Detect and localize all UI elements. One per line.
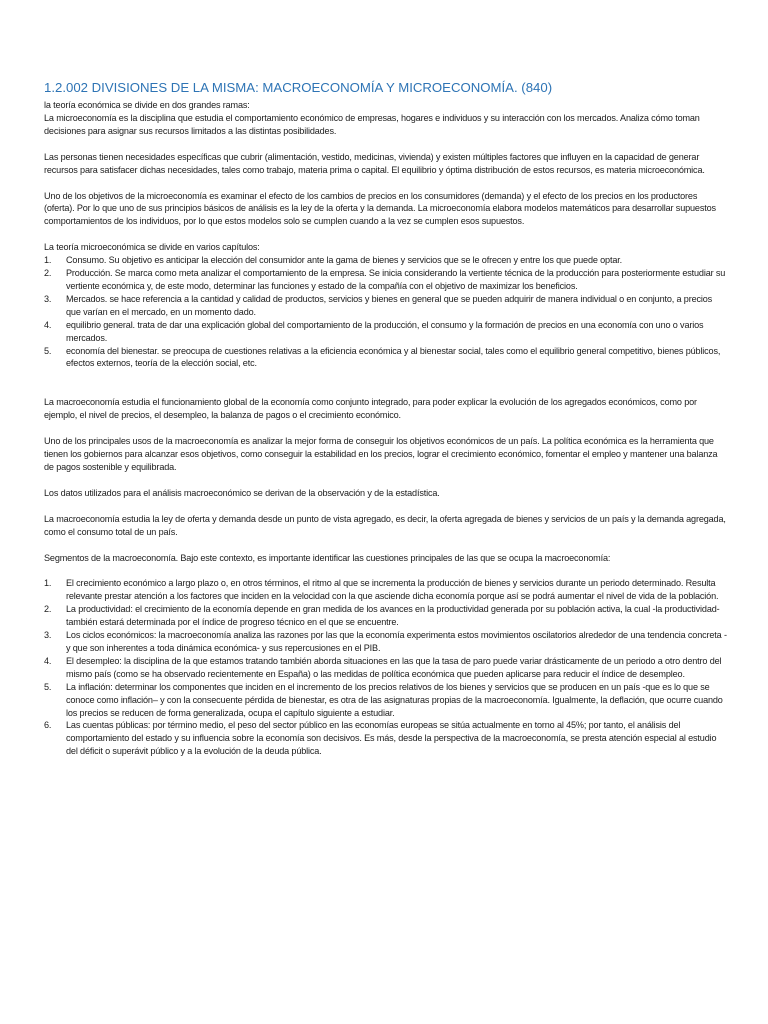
- list-item: [44, 345, 728, 371]
- list-item: [44, 254, 728, 267]
- list-item-text: Producción. Se marca como meta analizar el comportamiento de la empresa. Se inicia considerando la vertiente técnica de la producción para posteriormente estudiar su vertiente económica y, de este modo, determinar las funciones y estado de la compañía con el objetivo de maximizar los beneficios.: [66, 268, 726, 291]
- list-item: [44, 577, 728, 603]
- list-item-text: La inflación: determinar los componentes que inciden en el incremento de los precios relativos de los bienes y servicios que se producen en un país -que es lo que se conoce como inflación– y con la consecuente pérdida de bienestar, es otra de las asignaturas propias de la macroeconomía. Igualmente, la deflación, que ocurre cuando los precios se reducen de forma generalizada, ocupa el capítulo siguiente a estudiar.: [66, 681, 723, 718]
- list-item: [44, 267, 728, 293]
- paragraph-macro-definition: La macroeconomía estudia el funcionamiento global de la economía como conjunto integrado, para poder explicar la evolución de los agregados económicos, como por ejemplo, el nivel de precios, el desempleo, la balanza de pagos o el crecimiento económico.: [44, 397, 697, 421]
- list-item-text: La productividad: el crecimiento de la economía depende en gran medida de los avances en la productividad generada por su población activa, la cual -la productividad- también estará determinada por el índice de progreso técnico en el que se encuentre.: [66, 604, 720, 628]
- list-item: [44, 681, 728, 720]
- paragraph-macro-uses: Uno de los principales usos de la macroeconomía es analizar la mejor forma de conseguir los objetivos económicos de un país. La política económica es la herramienta que tienen los gobiernos para alcanzar esos objetivos, como conseguir la estabilidad en los precios, lograr el crecimiento económico, fomentar el empleo y mantener una balanza de pagos sostenible y equilibrada.: [44, 436, 718, 472]
- paragraph-needs: Las personas tienen necesidades específicas que cubrir (alimentación, vestido, medicinas, vivienda) y existen múltiples factores que influyen en la capacidad de generar recursos para satisfacer dichas necesidades, tales como trabajo, materia prima o capital. El equilibrio y óptima distribución de estos recursos, es materia microeconómica.: [44, 151, 705, 175]
- paragraph-macro-supply-demand: La macroeconomía estudia la ley de oferta y demanda desde un punto de vista agregado, es decir, la oferta agregada de bienes y servicios de un país y la demanda agregada, como el consumo total de un país.: [44, 513, 726, 537]
- paragraph-macro-data: Los datos utilizados para el análisis macroeconómico se derivan de la observación y de la estadística.: [44, 487, 440, 498]
- paragraph-macro-segments: Segmentos de la macroeconomía. Bajo este contexto, es importante identificar las cuestiones principales de las que se ocupa la macroeconomía:: [44, 552, 611, 563]
- document-title: 1.2.002 DIVISIONES DE LA MISMA: MACROECONOMÍA Y MICROECONOMÍA. (840): [44, 80, 553, 95]
- list-item-text: Consumo. Su objetivo es anticipar la elección del consumidor ante la gama de bienes y servicios que se le ofrecen y entre los que puede optar.: [66, 255, 622, 266]
- list-number: 4.: [44, 319, 52, 330]
- list-number: 5.: [44, 681, 52, 692]
- list-item: [44, 293, 728, 319]
- list-item-text: Mercados. se hace referencia a la cantidad y calidad de productos, servicios y bienes en general que se pueden adquirir de manera individual o en conjunto, a precios que varían en el mercado, en un momento dado.: [66, 293, 713, 317]
- macro-segments-list: [44, 577, 728, 758]
- list-item-text: El crecimiento económico a largo plazo o, en otros términos, el ritmo al que se incrementa la producción de bienes y servicios durante un periodo determinado. Resulta relevante prestar atención a los factores que inciden en la velocidad con la que asciende dicha economía porque así se podrá aumentar el nivel de vida de la población.: [66, 578, 719, 602]
- list-item: [44, 655, 728, 681]
- list-item: [44, 319, 728, 345]
- microeconomy-definition: La microeconomía es la disciplina que estudia el comportamiento económico de empresas, hogares e individuos y su interacción con los mercados. Analiza cómo toman decisiones para asignar sus recursos limitados a las distintas posibilidades.: [44, 112, 700, 136]
- paragraph-micro-objectives: Uno de los objetivos de la microeconomía es examinar el efecto de los cambios de precios en los consumidores (demanda) y el efecto de los precios en los productores (oferta). Por lo que uno de sus principios básicos de análisis es la ley de la oferta y la demanda. La microeconomía elabora modelos matemáticos para desarrollar supuestos comportamientos de los individuos, por lo que estos modelos solo se cumplen cuando a la vez se cumplen esos supuestos.: [44, 190, 716, 227]
- micro-chapters-list: [44, 254, 728, 370]
- list-number: 2.: [44, 604, 52, 615]
- list-item: [44, 603, 728, 629]
- list-item-text: Los ciclos económicos: la macroeconomía analiza las razones por las que la economía experimenta estos movimientos oscilatorios alrededor de una tendencia concreta -y que son inherentes a toda dinámica económica- y sus repercusiones en el PIB.: [66, 630, 727, 653]
- list-number: 2.: [44, 268, 52, 279]
- list-number: 4.: [44, 655, 52, 666]
- list-item-text: Las cuentas públicas: por término medio, el peso del sector público en las economías europeas se sitúa actualmente en torno al 45%; por tanto, el análisis del comportamiento del estado y su influencia sobre la economía son decisivos. Es más, desde la perspectiva de la macroeconomía, se presta atención especial al estudio del déficit o superávit público y a la evolución de la deuda pública.: [66, 720, 717, 757]
- list-number: 5.: [44, 345, 52, 356]
- micro-list-heading: La teoría microeconómica se divide en varios capítulos:: [44, 242, 260, 253]
- list-item: [44, 629, 728, 655]
- intro-line: la teoría económica se divide en dos grandes ramas:: [44, 100, 250, 110]
- list-item-text: equilibrio general. trata de dar una explicación global del comportamiento de la producción, el consumo y la formación de precios en una economía con uno o varios mercados.: [66, 319, 704, 343]
- list-item-text: economía del bienestar. se preocupa de cuestiones relativas a la eficiencia económica y al bienestar social, tales como el equilibrio general competitivo, bienes públicos, efectos externos, teoría de la elección social, etc.: [66, 345, 721, 369]
- list-number: 6.: [44, 720, 52, 731]
- list-number: 3.: [44, 630, 52, 641]
- list-item: [44, 719, 728, 758]
- list-number: 3.: [44, 293, 52, 304]
- list-number: 1.: [44, 578, 52, 589]
- list-item-text: El desempleo: la disciplina de la que estamos tratando también aborda situaciones en las que la tasa de paro puede variar drásticamente de un periodo a otro dentro del mismo país (como se ha observado recientemente en España) o las medidas de política económica que pueden aplicarse para reducir el índice de desempleo.: [66, 655, 722, 679]
- list-number: 1.: [44, 255, 52, 266]
